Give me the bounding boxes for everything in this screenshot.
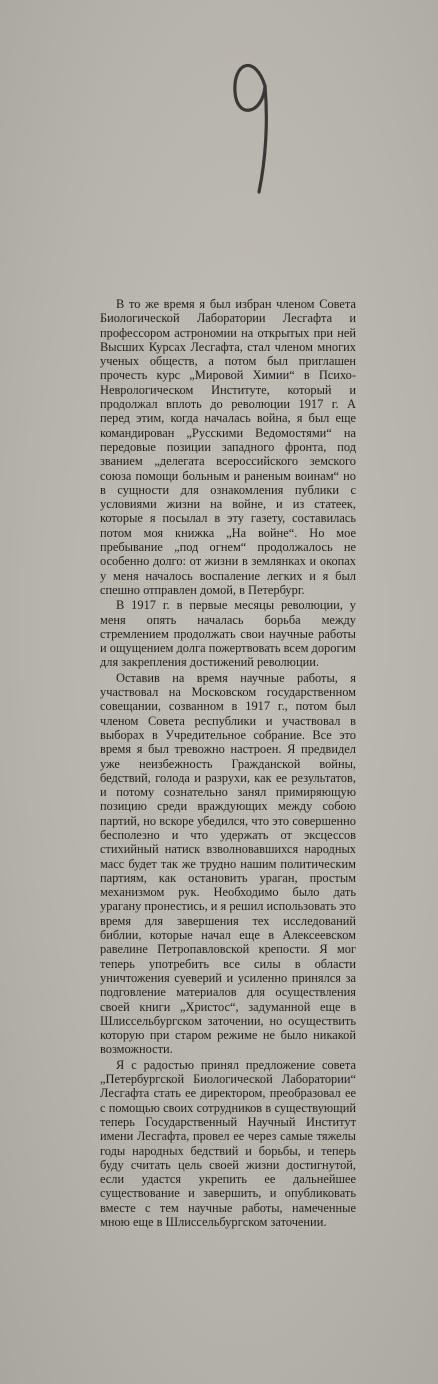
paragraph-2: В 1917 г. в первые месяцы революции, у меня опять началась борьба между стремлением продолжать свои научные работы и ощущением долга пожертвовать всем дорогим для закрепления достижений революции.	[100, 598, 356, 670]
paragraph-4: Я с радостью принял предложение совета „Петербургской Биологической Лаборатории“ Лесгафта стать ее директором, преобразовал ее с помощью своих сотрудников в существующий теперь Государственный Научный Институт имени Лесгафта, провел ее через самые тяжелы годы народных бедствий и борьбы, и теперь буду считать цель своей жизни достигнутой, если удастся укрепить ее дальнейшее существование и завершить, и опубликовать вместе с тем научные работы, намеченные мною еще в Шлиссельбургском заточении.	[100, 1057, 356, 1229]
body-text	[100, 297, 356, 1229]
paragraph-1: В то же время я был избран членом Совета Биологической Лаборатории Лесгафта и профессором астрономии на открытых при ней Высших Курсах Лесгафта, стал членом многих ученых обществ, а потом был приглашен прочесть курс „Мировой Химии“ в Психо-Неврологическом Институте, который и продолжал вплоть до революции 1917 г. А перед этим, когда началась война, я был еще командирован „Русскими Ведомостями“ на передовые позиции западного фронта, под званием „делегата всероссийского земского союза помощи больным и раненым воинам“ но в сущности для ознакомления публики с условиями жизни на войне, и из статеек, которые я посылал в эту газету, составилась потом моя книжка „На войне“. Но мое пребывание „под огнем“ продолжалось не особенно долго: от жизни в землянках и окопах у меня началось воспаление легких и я был спешно отправлен домой, в Петербург.	[100, 297, 356, 597]
paragraph-3: Оставив на время научные работы, я участвовал на Московском государственном совещании, созванном в 1917 г., потом был членом Совета республики и участвовал в выборах в Учредительное собрание. Все это время я был тревожно настроен. Я предвидел уже неизбежность Гражданской войны, бедствий, голода и разрухи, как ее результатов, и потому сознательно занял примиряющую позицию среди враждующих между собою партий, но вскоре убедился, что это совершенно бесполезно и что удержать от эксцессов стихийный натиск взволновавшихся народных масс будет так же трудно нашим политическим партиям, как остановить ураган, простым механизмом рук. Необходимо было дать урагану пронестись, и я решил использовать это время для завершения тех исследований библии, которые начал еще в Алексеевском равелине Петропавловской крепости. Я мог теперь употребить все силы в области уничтожения суеверий и усиленно принялся за подговление материалов для осуществления своей книги „Христос“, задуманной еще в Шлиссельбургском заточении, но осуществить которую при старом режиме не было никакой возможности.	[100, 670, 356, 1057]
handwritten-page-number	[225, 40, 285, 200]
